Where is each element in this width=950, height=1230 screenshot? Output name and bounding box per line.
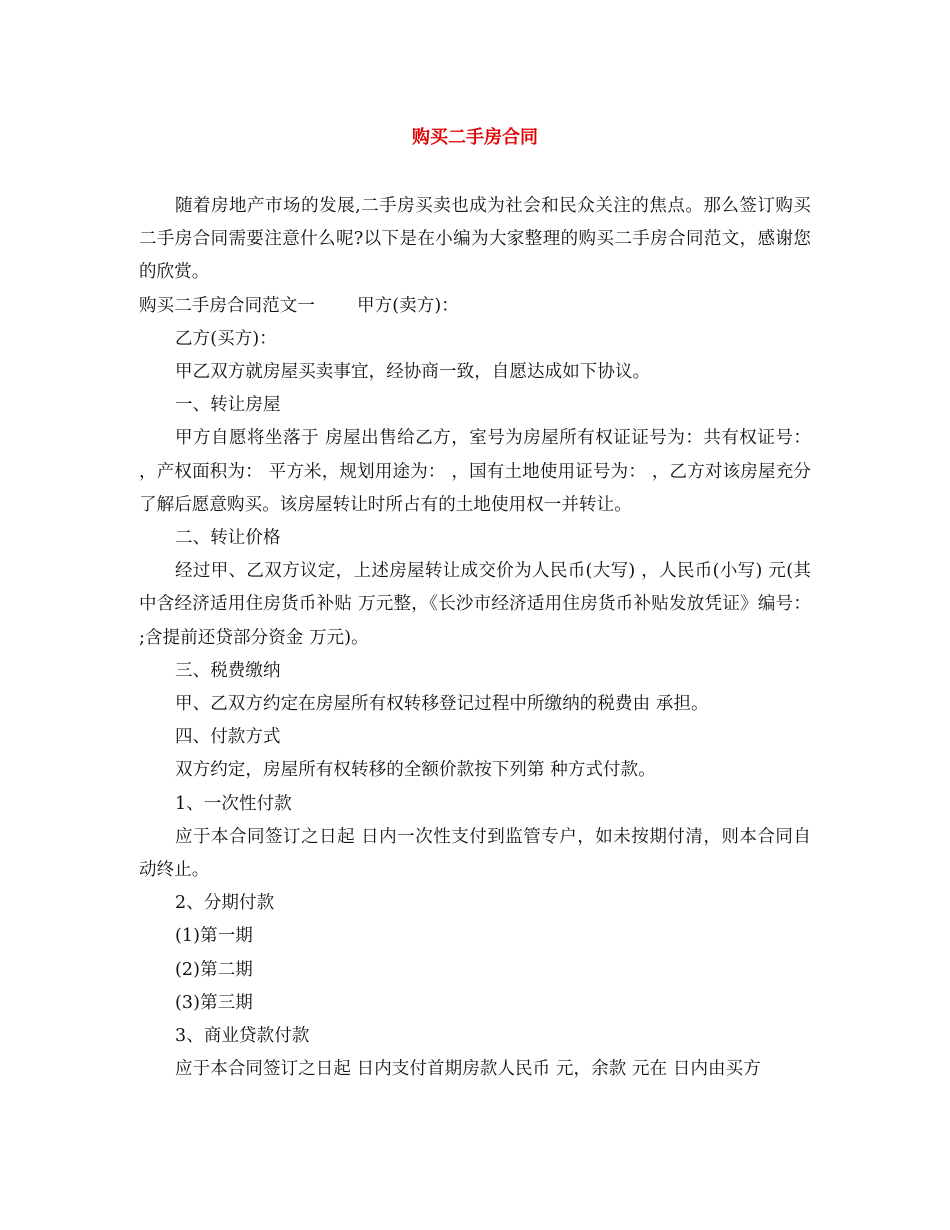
- installment-item: (3)第三期: [175, 992, 253, 1013]
- subsection-heading: 1、一次性付款: [175, 793, 292, 814]
- contract-heading-line: [139, 290, 811, 323]
- section-heading: 四、付款方式: [175, 727, 281, 748]
- clause-paragraph: 经过甲、乙双方议定，上述房屋转让成交价为人民币(大写) ，人民币(小写) 元(其中含经济适用住房货币补贴 万元整，《长沙市经济适用住房货币补贴发放凭证》编号： ;含提前还贷部分资金 万元)。: [139, 561, 811, 648]
- document-body: [139, 190, 811, 1086]
- clause-paragraph: 应于本合同签订之日起 日内支付首期房款人民币 元，余款 元在 日内由买方: [175, 1059, 761, 1080]
- installment-item: (1)第一期: [175, 926, 253, 947]
- section-heading: 二、转让价格: [175, 528, 281, 549]
- document-title: 购买二手房合同: [412, 127, 538, 148]
- clause-paragraph: 双方约定，房屋所有权转移的全额价款按下列第 种方式付款。: [175, 760, 656, 781]
- clause-paragraph: 甲方自愿将坐落于 房屋出售给乙方，室号为房屋所有权证证号为：共有权证号： ，产权面积为： 平方米，规划用途为： ，国有土地使用证号为： ，乙方对该房屋充分了解后愿意购买。该房屋转让时所占有的土地使用权一并转让。: [139, 428, 811, 515]
- subsection-heading: 3、商业贷款付款: [175, 1026, 310, 1047]
- section-heading: 三、税费缴纳: [175, 660, 281, 681]
- clause-paragraph: 甲、乙双方约定在房屋所有权转移登记过程中所缴纳的税费由 承担。: [175, 694, 709, 715]
- clause-paragraph: 应于本合同签订之日起 日内一次性支付到监管专户，如未按期付清，则本合同自动终止。: [139, 826, 811, 881]
- installment-item: (2)第二期: [175, 959, 253, 980]
- sample-one-heading: 购买二手房合同范文一: [139, 295, 315, 316]
- section-heading: 一、转让房屋: [175, 395, 281, 416]
- party-b-label: 乙方(买方)：: [175, 328, 277, 349]
- intro-paragraph: 随着房地产市场的发展,二手房买卖也成为社会和民众关注的焦点。那么签订购买二手房合同需要注意什么呢?以下是在小编为大家整理的购买二手房合同范文，感谢您的欣赏。: [139, 196, 811, 283]
- party-a-label: 甲方(卖方)：: [357, 295, 459, 316]
- agreement-paragraph: 甲乙双方就房屋买卖事宜，经协商一致，自愿达成如下协议。: [175, 362, 651, 383]
- subsection-heading: 2、分期付款: [175, 893, 275, 914]
